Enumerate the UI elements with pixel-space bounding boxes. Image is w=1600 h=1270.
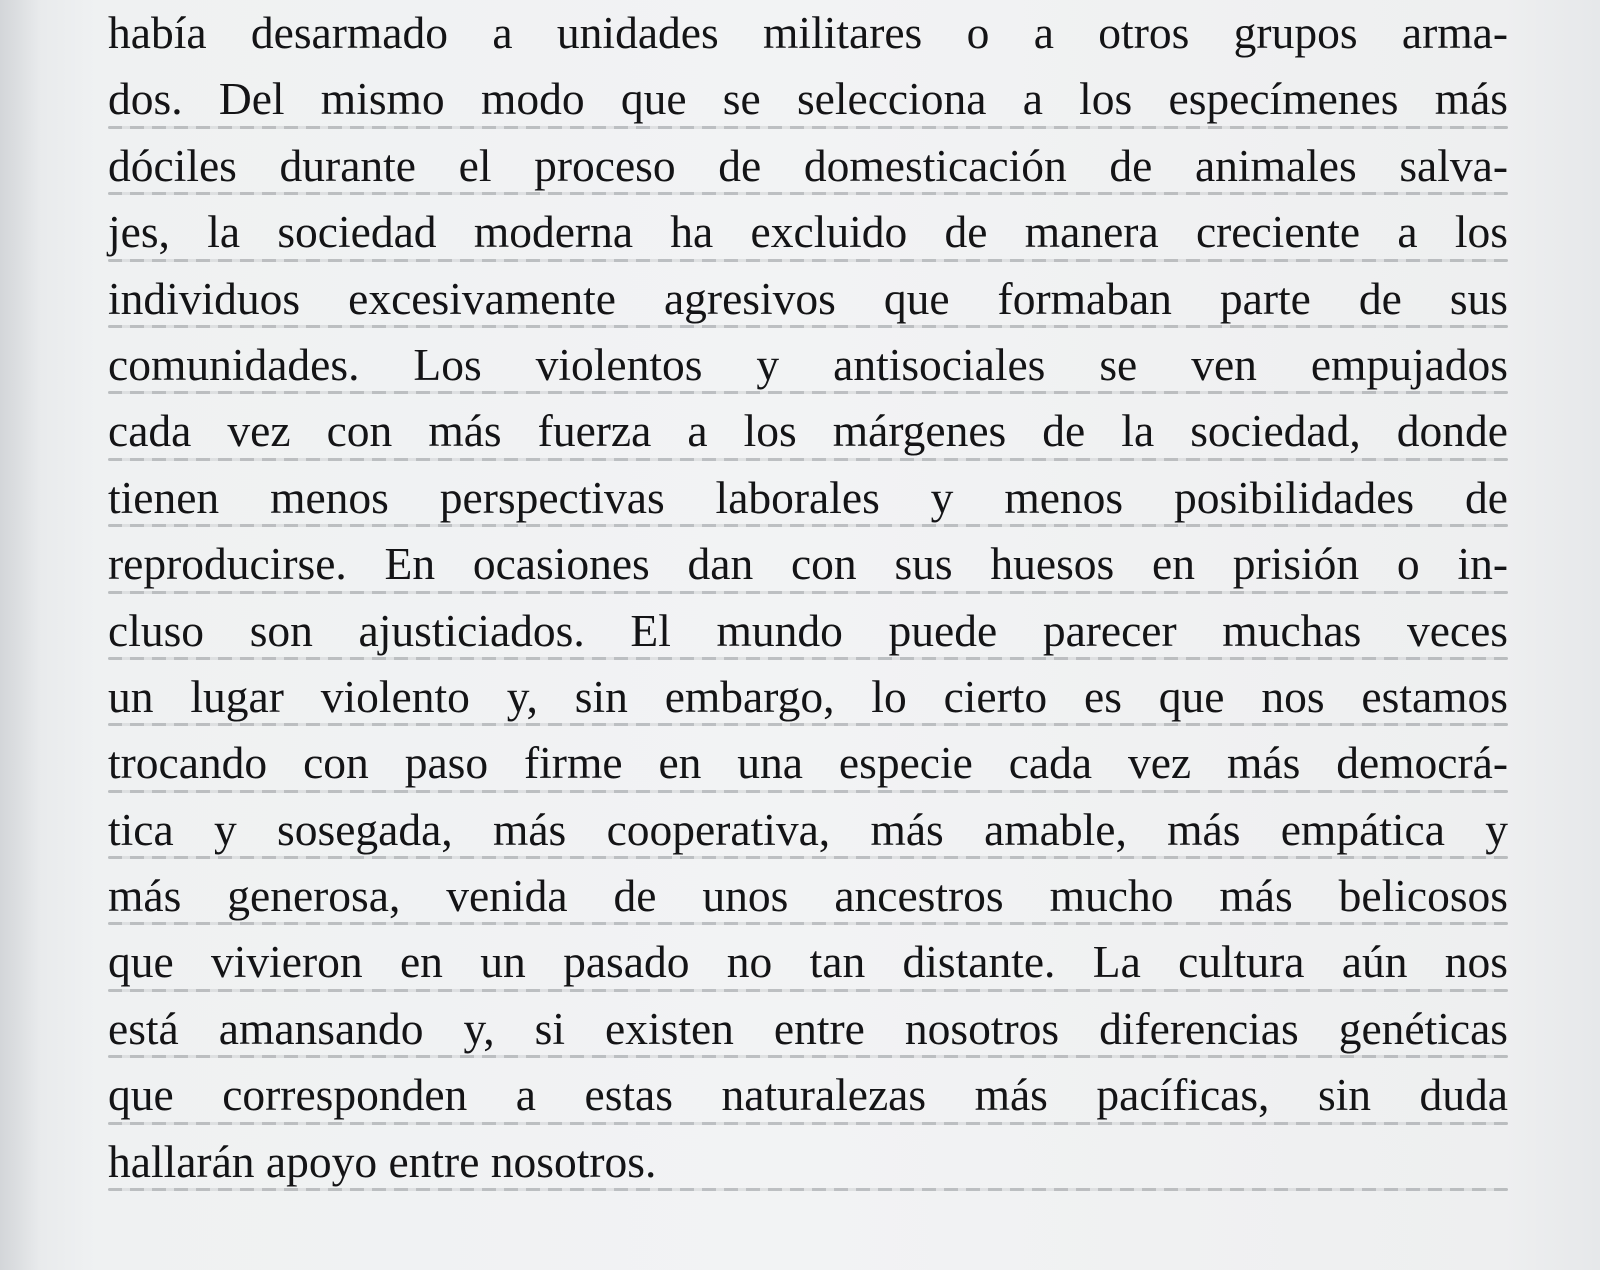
text-line: cluso son ajusticiados. El mundo puede parecer muchas veces [108, 598, 1508, 664]
text-line: que vivieron en un pasado no tan distante. La cultura aún nos [108, 929, 1508, 995]
text-line: dóciles durante el proceso de domesticación de animales salva- [108, 133, 1508, 199]
text-line: tienen menos perspectivas laborales y menos posibilidades de [108, 465, 1508, 531]
text-line: más generosa, venida de unos ancestros mucho más belicosos [108, 863, 1508, 929]
text-line: trocando con paso firme en una especie cada vez más democrá- [108, 730, 1508, 796]
text-line: reproducirse. En ocasiones dan con sus huesos en prisión o in- [108, 531, 1508, 597]
text-line: que corresponden a estas naturalezas más pacíficas, sin duda [108, 1062, 1508, 1128]
text-line: un lugar violento y, sin embargo, lo cierto es que nos estamos [108, 664, 1508, 730]
text-line: jes, la sociedad moderna ha excluido de manera creciente a los [108, 199, 1508, 265]
page-edge-shadow [0, 0, 40, 1270]
text-line: está amansando y, si existen entre nosotros diferencias genéticas [108, 996, 1508, 1062]
text-line: individuos excesivamente agresivos que formaban parte de sus [108, 266, 1508, 332]
body-text [108, 0, 1508, 1195]
text-line: tica y sosegada, más cooperativa, más amable, más empática y [108, 797, 1508, 863]
text-line: hallarán apoyo entre nosotros. [108, 1129, 1508, 1195]
text-line: dos. Del mismo modo que se selecciona a los especímenes más [108, 66, 1508, 132]
text-line: había desarmado a unidades militares o a otros grupos arma- [108, 7, 1508, 58]
text-line: comunidades. Los violentos y antisociales se ven empujados [108, 332, 1508, 398]
text-line: cada vez con más fuerza a los márgenes de la sociedad, donde [108, 398, 1508, 464]
